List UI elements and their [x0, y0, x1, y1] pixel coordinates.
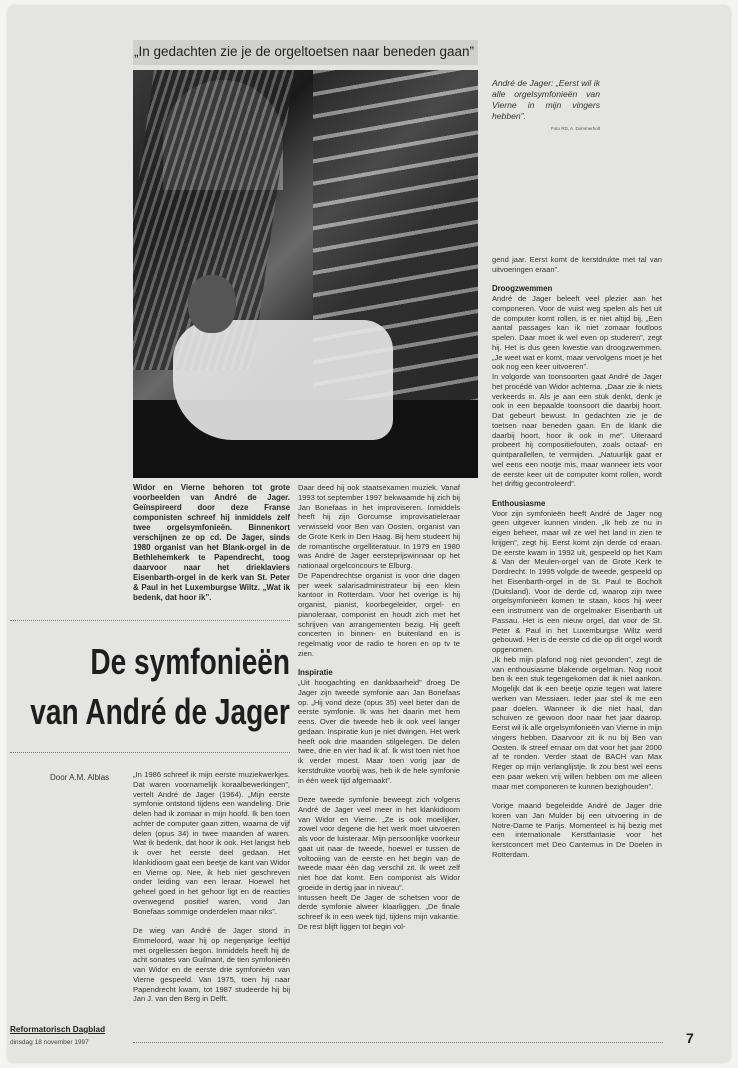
organist-photo — [133, 70, 478, 478]
pull-quote: „In gedachten zie je de orgeltoetsen naar beneden gaan” — [133, 44, 474, 59]
headline-line-1: De symfonieën — [90, 641, 290, 682]
photo-caption — [492, 78, 600, 134]
divider — [10, 620, 290, 621]
byline: Door A.M. Alblas — [50, 773, 110, 782]
paragraph: „Uit hoogachting en dankbaarheid” droeg De Jager zijn tweede symfonie aan Jan Bonefaas op. „Hij vond deze (opus 35) veel beter dan de eerste symfonie. Ik was het daarin met hem eens. Over die tweede heb ik ook veel langer gedaan. Inspiratie kun je niet dwingen. Het werk heeft ook drie maanden stilgelegen. De delen twee, drie en vier had ik af. Ik wist toen niet hoe ik verder moest. Maar toen vorig jaar de kerstdrukte voorbij was, heb ik de hele symfonie in één week tijd afgemaakt”. — [298, 678, 460, 785]
paragraph: „In 1986 schreef ik mijn eerste muziekwerkjes. Dat waren voornamelijk koraalbewerkingen”, vertelt André de Jager (1964). „Mijn eerste symfonie ontstond tijdens een wandeling. Drie delen had ik zomaar in mijn hoofd. Ik ben toen achter de computer gaan zitten, waarna de vijf delen (opus 34) in twee maanden af waren. Wat ik bedenk, dat hoor ik ook. Het langst heb ik over het eerste deel gedaan. Het klankidioom gaat een beetje de kant van Widor en Vierne op. Nee, ik heb niet geschreven onder leiding van een leraar. Hoewel het geheel goed in het gehoor ligt en de reacties overwegend positief waren, vond Jan Bonefaas sommige onderdelen maar niks”. — [133, 770, 290, 916]
page-number: 7 — [686, 1030, 694, 1046]
issue-date: dinsdag 18 november 1997 — [10, 1039, 89, 1046]
subheading-droogzwemmen: Droogzwemmen — [492, 284, 553, 294]
article-intro: Widor en Vierne behoren tot grote voorbeelden van André de Jager. Geïnspireerd door deze Franse componisten schreef hij inmiddels zelf twee orgelsymfonieën. Binnenkort verschijnen ze op cd. De Jager, sinds 1980 organist van het Blank-orgel in de Bethlehemkerk te Papendrecht, toog daarvoor naar het drieklaviers Eisenbarth-orgel in de kerk van St. Peter & Paul in het Luxemburgse Wiltz. „Wat ik bedenk, dat hoor ik”. — [133, 483, 290, 602]
paragraph: Intussen heeft De Jager de schetsen voor de derde symfonie alweer klaarliggen. „De finale schreef ik in een week tijd, tijdens mijn vakantie. De rest blijft liggen tot begin vol- — [298, 892, 460, 931]
paragraph: André de Jager beleeft veel plezier aan het componeren. Voor de vuist weg spelen als het uit de computer komt rollen, is er niet altijd bij. „Een aantal passages kan ik niet zomaar foutloos spelen. Daar moet ik wel even op studeren”, zegt hij. Het is dus geen kwestie van droogzwemmen. „Je weet wat er komt, maar vervolgens moet je het ook nog een keer uitvoeren”. — [492, 294, 662, 372]
column-3 — [492, 255, 662, 860]
divider — [10, 752, 290, 753]
organist-figure — [173, 320, 393, 440]
paragraph: Daar deed hij ook staatsexamen muziek. Vanaf 1993 tot september 1997 bekwaamde hij zich bij Jan Bonefaas in het improviseren. Inmiddels heeft hij zijn Gorcumse improvisatieleraar verwisseld voor Ben van Oosten, organist van de Grote Kerk in Den Haag. Bij hem studeert hij de romantische orgelliteratuur. In 1979 en 1980 was André de Jager eersteprijswinnaar op het nationaal orgelconcours te Elburg. — [298, 483, 460, 570]
paragraph: „Ik heb mijn plafond nog niet gevonden”, zegt de van enthousiasme blakende orgelman. Nog nooit ben ik een stuk tegengekomen dat ik niet aankon. Mogelijk dat ik een beetje opzie tegen wat latere werken van Messiaen. Ieder jaar stel ik me een paar doelen. Wanneer ik die niet haal, dan schuiven ze gewoon door naar het jaar daarop. Eerst wil ik alle orgelsymfonieën van Vierne in mijn vingers hebben. Daarvoor zit ik nu bij Ben van Oosten. Ik streef ernaar om dat voor het jaar 2000 af te ronden. Verder staat de BACH van Max Reger op mijn verlanglijstje. Ik zou best wel eens een paar weken vrij willen hebben om me alleen maar met componeren te kunnen bezighouden”. — [492, 654, 662, 791]
pull-quote-bar — [133, 40, 478, 65]
photo-credit: Foto RD, A. Dommerholt — [550, 126, 600, 131]
caption-text: André de Jager: „Eerst wil ik alle orgelsymfonieën van Vierne in mijn vingers hebben”. — [492, 78, 600, 121]
paragraph: Vorige maand begeleidde André de Jager drie koren van Jan Mulder bij een uitvoering in de Notre-Dame te Parijs. Momenteel is hij bezig met een internationale Kerstfantasie voor het kerstconcert met Deo Cantemus in De Doelen in Rotterdam. — [492, 801, 662, 859]
paragraph: In volgorde van toonsoorten gaat André de Jager het procédé van Widor achterna. „Daar zie ik niets verkeerds in. Als je aan een stuk denkt, denk je ook in een bepaalde toonsoort die daarbij hoort. Dat gebeurt bewust. In gedachten zie je de toetsen naar beneden gaan. En de klank die daarbij hoort, hoor ik ook in me”. Uiteraard probeert hij compositiefouten, zoals octaaf- en quintparallellen, te vermijden. „Natuurlijk gaat er wel eens een nootje mis, maar wanneer iets voor de eerste keer uit de computer komt rollen, wordt het driftig gecontroleerd”. — [492, 372, 662, 489]
paragraph: Voor zijn symfonieën heeft André de Jager nog geen uitgever kunnen vinden. „Ik heb ze nu in eigen beheer, maar wil ze wel het land in zien te krijgen”, zegt hij. Eerst komt zijn derde cd eraan. De eerste kwam in 1992 uit, gespeeld op het Kam & Van der Meulen-orgel van de Grote Kerk te Dordrecht. In 1995 volgde de tweede, gespeeld op het Eisenbarth-orgel in de St. Paul te Bocholt (Duitsland). Voor de derde cd, waarop zijn twee orgelsymfonieën komen te staan, koos hij weer een instrument van de orgelmaker Eisenbarth uit Passau. Het is een nieuw orgel, dat voor de St. Peter & Paul in het Luxemburgse Wiltz werd gebouwd. Het is de eerste cd die op dit orgel wordt opgenomen. — [492, 508, 662, 654]
paragraph: gend jaar. Eerst komt de kerstdrukte met tal van uitvoeringen eraan”. — [492, 255, 662, 274]
subheading-enthousiasme: Enthousiasme — [492, 498, 546, 508]
subheading-inspiratie: Inspiratie — [298, 668, 333, 678]
paragraph: Deze tweede symfonie beweegt zich volgens André de Jager veel meer in het klankidioom van Widor en Vierne. „Ze is ook moeilijker, zowel voor degene die het werk moet uitvoeren als voor de luisteraar. Mijn persoonlijke voorkeur gaat uit naar de tweede, hoewel er tussen de voltooiing van de eerste en het begin van de tweede maar één dag verschil zit. Ik weet zelf niet hoe dat komt. Een componist als Widor groeide in dertig jaar in niveau”. — [298, 795, 460, 892]
footer-divider — [133, 1042, 663, 1043]
column-2 — [298, 483, 460, 932]
paragraph: De wieg van André de Jager stond in Emmeloord, waar hij op negenjarige leeftijd met orgellessen begon. Inmiddels heeft hij de acht sonates van Guilmant, de tien symfonieën van Widor en de eerste drie symfonieën van Vierne gespeeld. Van 1975, toen hij naar Papendrecht kwam, tot 1987 studeerde hij bij Jan J. van den Berg in Delft. — [133, 926, 290, 1004]
column-1 — [133, 770, 290, 1004]
paragraph: De Papendrechtse organist is voor drie dagen per week salarisadministrateur bij een klein kantoor in Rotterdam. Voor het overige is hij organist, pianist, koorbegeleider, orgel- en pianoleraar, componist en houdt zich met het schrijven van arrangementen bezig. Hij geeft concerten in binnen- en buitenland en is regelmatig voor de radio te horen en op tv te zien. — [298, 570, 460, 658]
newspaper-name: Reformatorisch Dagblad — [10, 1025, 106, 1034]
organist-head — [188, 275, 236, 333]
headline-line-2: van André de Jager — [30, 691, 290, 732]
